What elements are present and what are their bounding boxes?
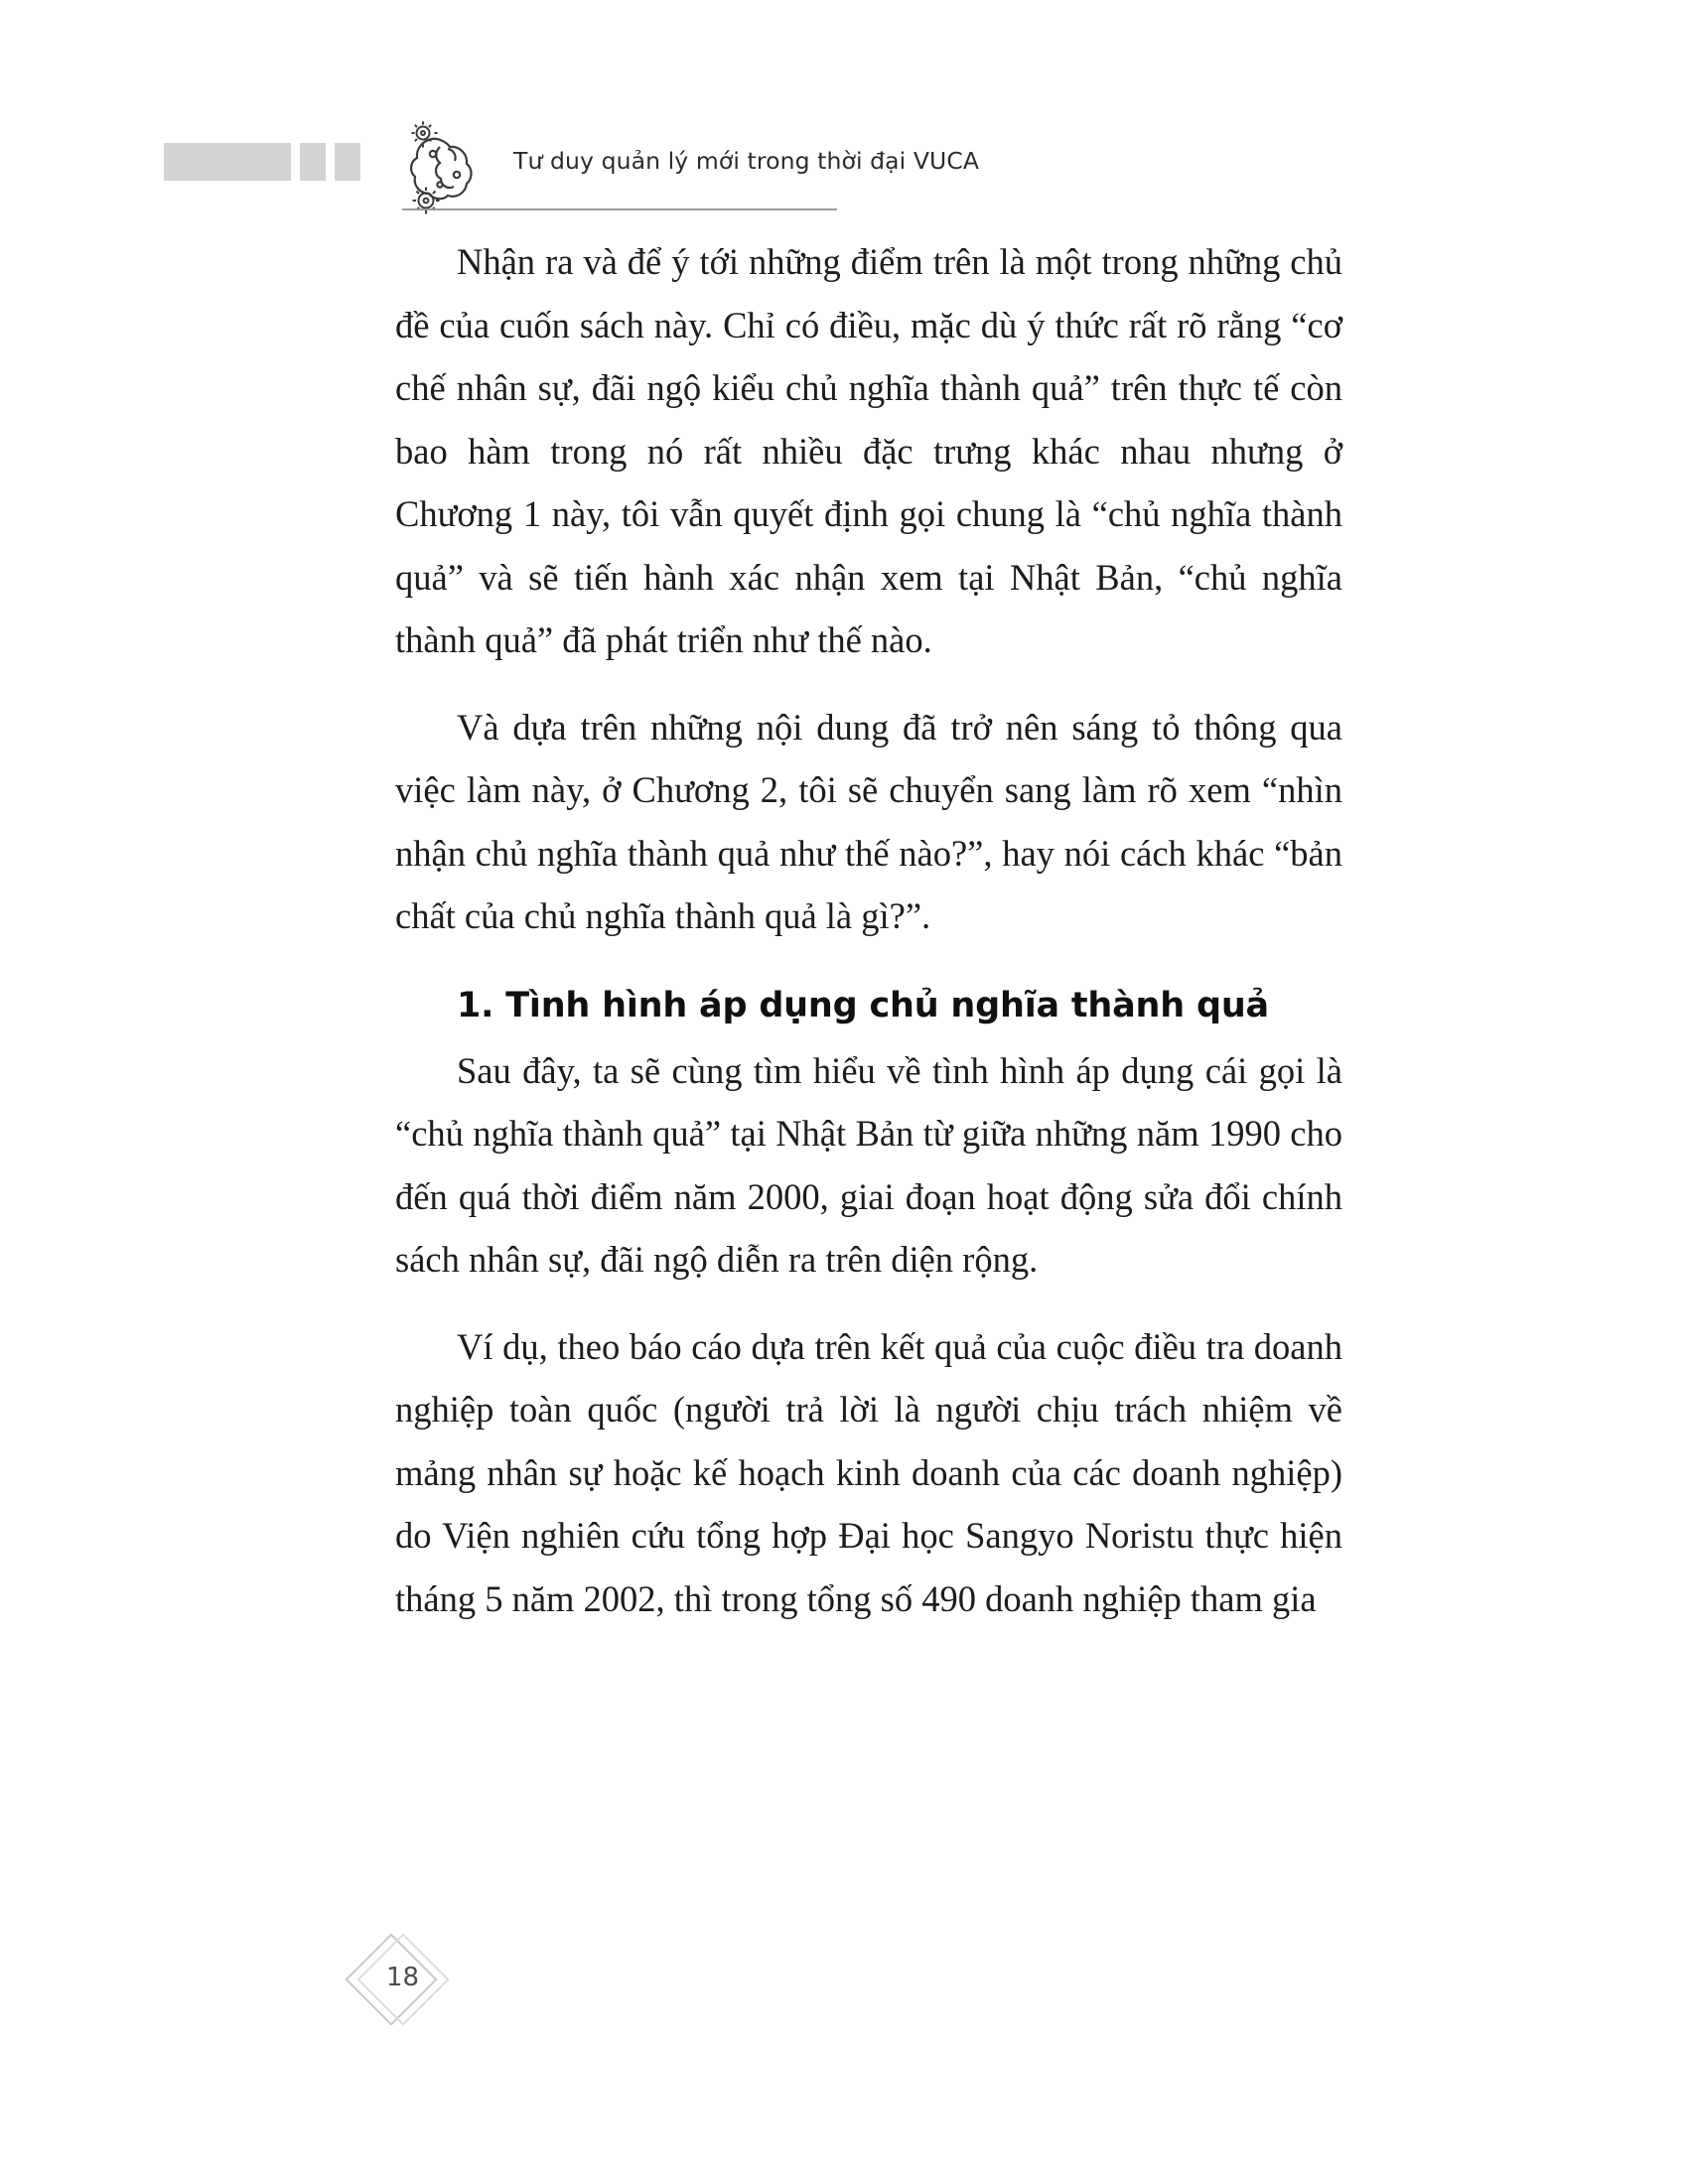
header-divider — [402, 208, 837, 210]
page-number: 18 — [386, 1963, 420, 1992]
page-body — [395, 230, 1342, 1630]
running-header — [164, 129, 1390, 218]
brain-gear-icon — [402, 119, 492, 214]
header-title: Tư duy quản lý mới trong thời đại VUCA — [513, 147, 980, 175]
section-heading: 1. Tình hình áp dụng chủ nghĩa thành quả — [457, 985, 1269, 1025]
page-number-badge — [352, 1941, 448, 2036]
header-bar-large — [164, 143, 291, 181]
body-paragraph: Và dựa trên những nội dung đã trở nên sáng tỏ thông qua việc làm này, ở Chương 2, tôi sẽ chuyển sang làm rõ xem “nhìn nhận chủ nghĩa thành quả như thế nào?”, hay nói cách khác “bản chất của chủ nghĩa thành quả là gì?”. — [395, 706, 1342, 936]
body-paragraph: Ví dụ, theo báo cáo dựa trên kết quả của cuộc điều tra doanh nghiệp toàn quốc (người trả lời là người chịu trách nhiệm về mảng nhân sự hoặc kế hoạch kinh doanh của các doanh nghiệp) do Viện nghiên cứu tổng hợp Đại học Sangyo Noristu thực hiện tháng 5 năm 2002, thì trong tổng số 490 doanh nghiệp tham gia — [395, 1325, 1342, 1619]
header-decoration-bars — [164, 143, 360, 181]
header-bar-medium — [300, 143, 326, 181]
body-paragraph: Sau đây, ta sẽ cùng tìm hiểu về tình hình áp dụng cái gọi là “chủ nghĩa thành quả” tại Nhật Bản từ giữa những năm 1990 cho đến quá thời điểm năm 2000, giai đoạn hoạt động sửa đổi chính sách nhân sự, đãi ngộ diễn ra trên diện rộng. — [395, 1049, 1342, 1280]
body-paragraph: Nhận ra và để ý tới những điểm trên là một trong những chủ đề của cuốn sách này. Chỉ có điều, mặc dù ý thức rất rõ rằng “cơ chế nhân sự, đãi ngộ kiểu chủ nghĩa thành quả” trên thực tế còn bao hàm trong nó rất nhiều đặc trưng khác nhau nhưng ở Chương 1 này, tôi vẫn quyết định gọi chung là “chủ nghĩa thành quả” và sẽ tiến hành xác nhận xem tại Nhật Bản, “chủ nghĩa thành quả” đã phát triển như thế nào. — [395, 241, 1342, 660]
header-bar-small — [335, 143, 360, 181]
